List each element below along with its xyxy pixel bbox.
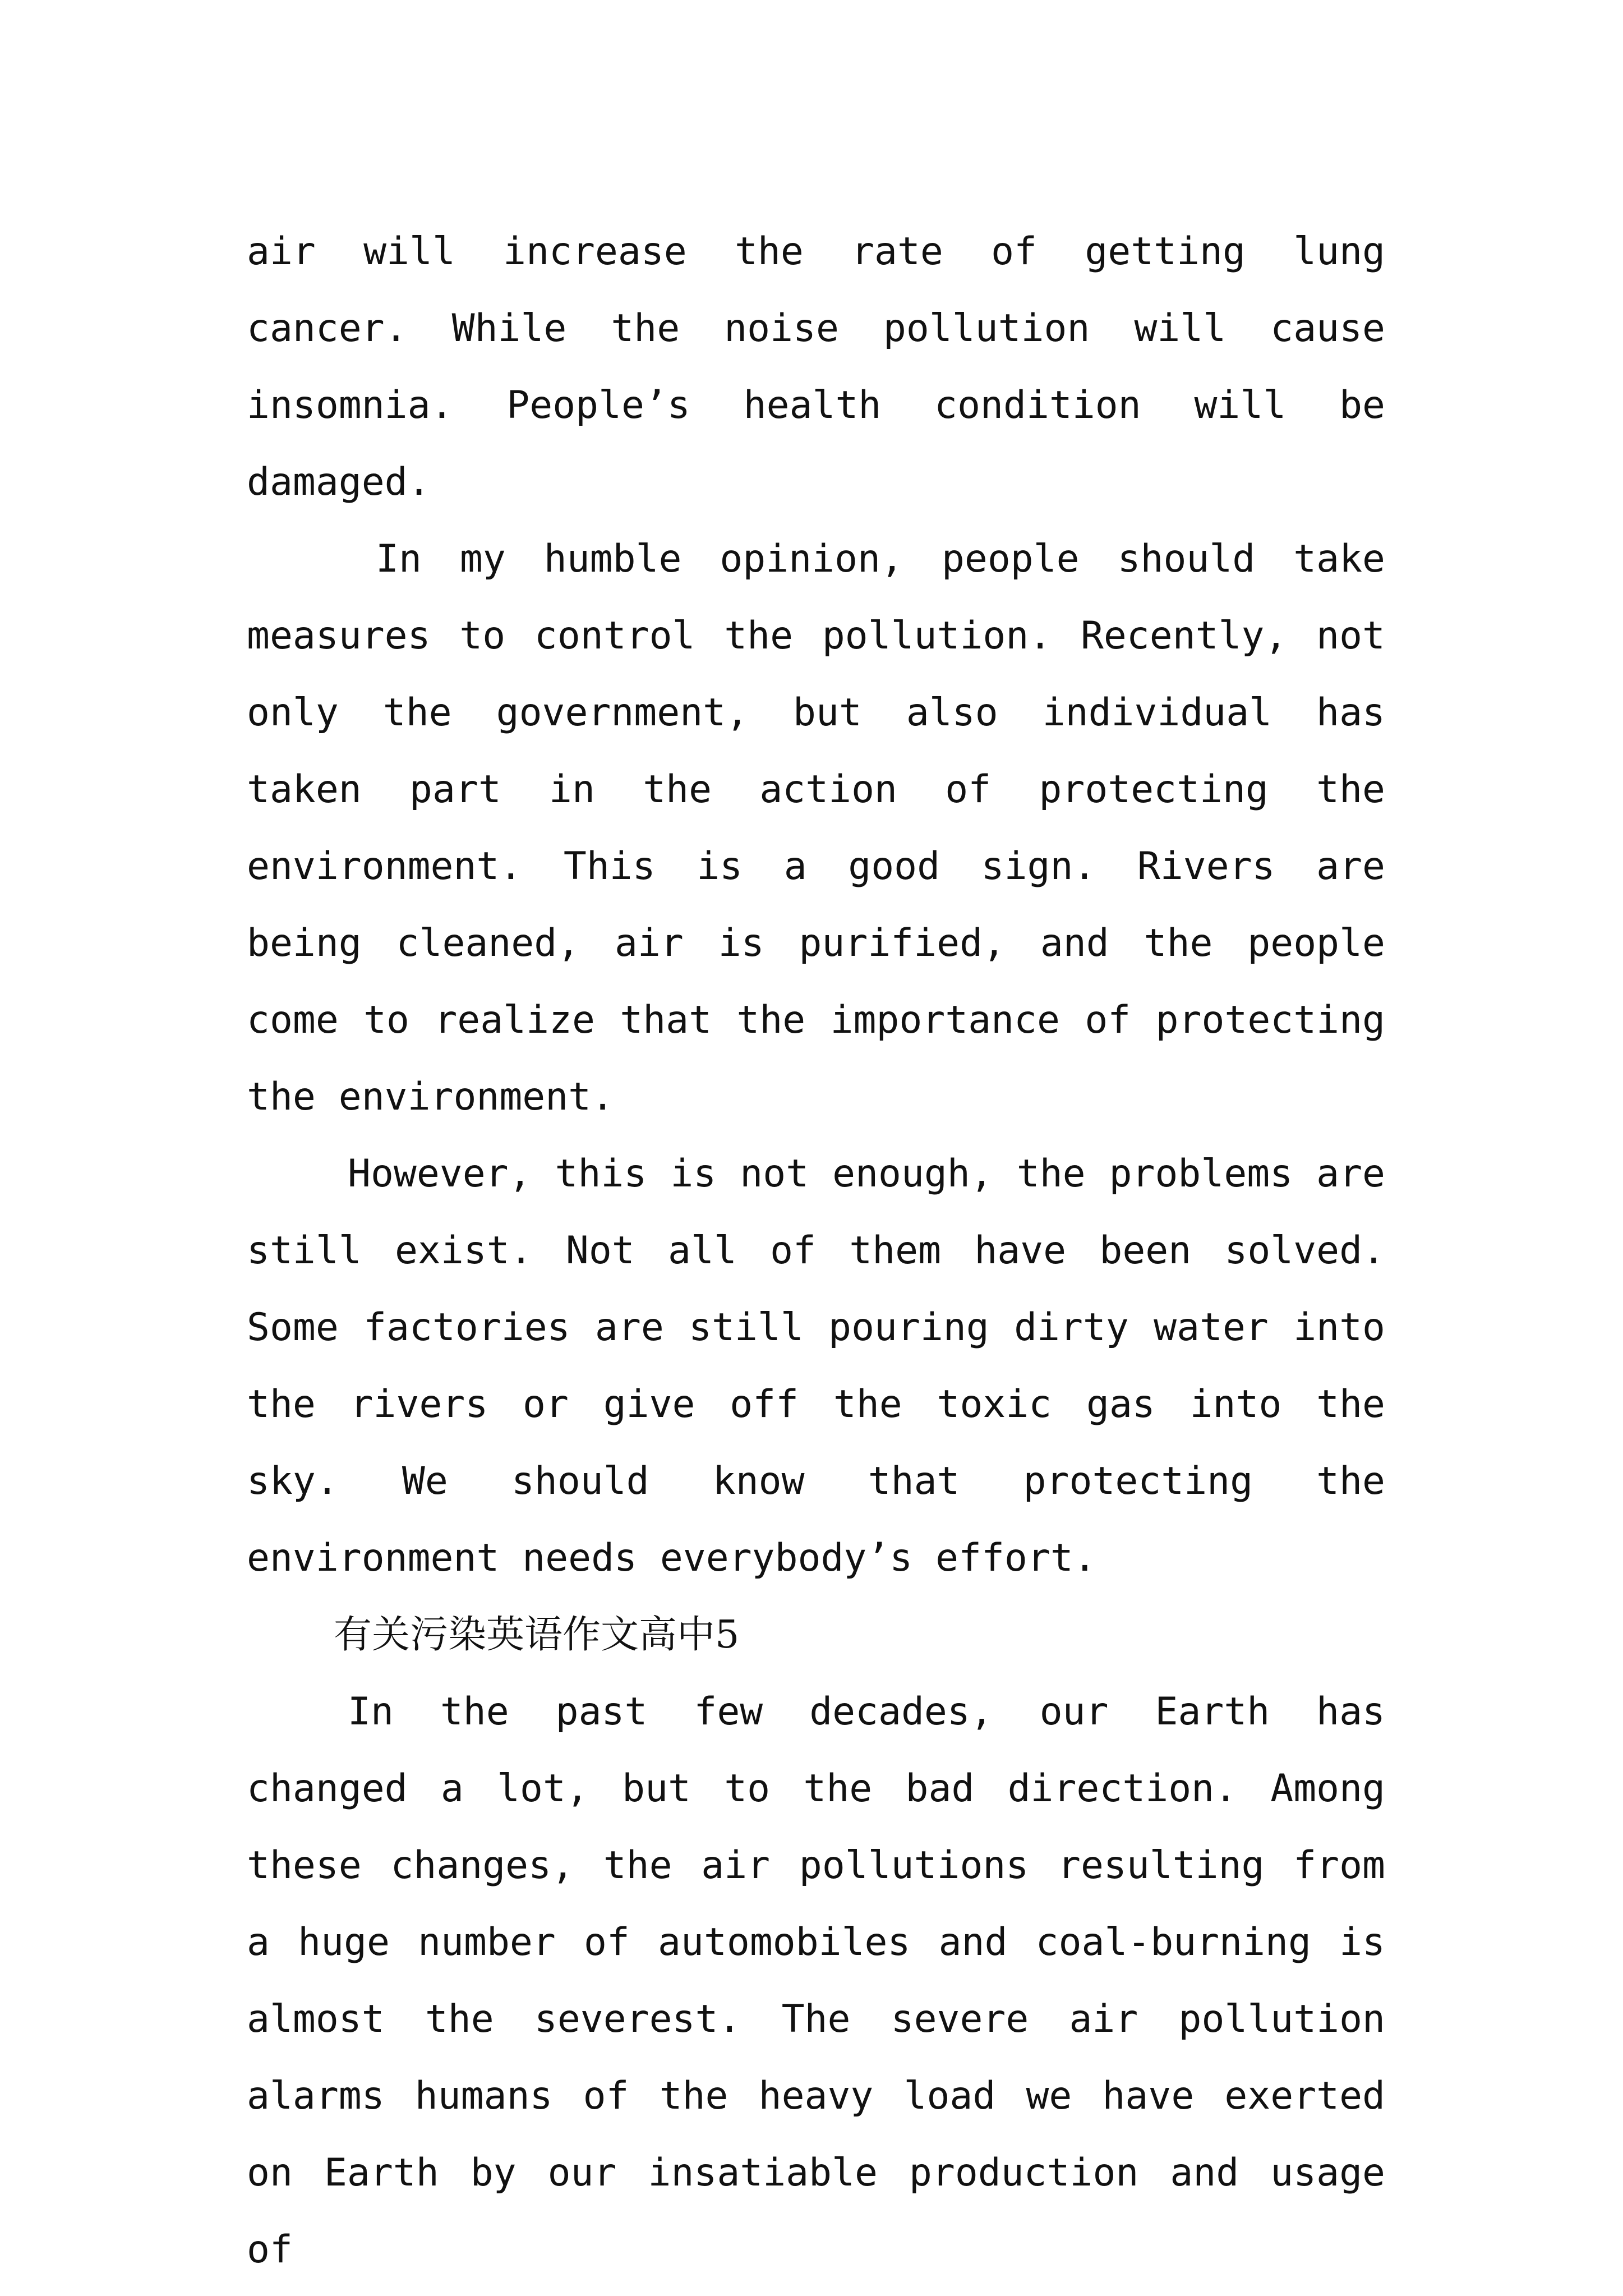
paragraph-humble-opinion: In my humble opinion, people should take measures to control the pollution. Recently, not only the government, but also individual has taken part in the action of protecting the environment. This is a good sign. Rivers are being cleaned, air is purified, and the people come to realize that the importance of protecting the environment. (247, 537, 1385, 1119)
paragraph-however: However, this is not enough, the problems are still exist. Not all of them have been solved. Some factories are still pouring dirty water into the rivers or give off the toxic gas into the sky. We should know that protecting the environment needs everybody’s effort. (247, 1152, 1385, 1580)
paragraph-health-effects: air will increase the rate of getting lung cancer. While the noise pollution will cause insomnia. People’s health condition will be damaged. (247, 229, 1385, 504)
section-heading: 有关污染英语作文高中5 (334, 1613, 740, 1657)
paragraph-past-decades: In the past few decades, our Earth has changed a lot, but to the bad direction. Among these changes, the air pollutions resulting from a huge number of automobiles and coal-burning is almost the severest. The severe air pollution alarms humans of the heavy load we have exerted on Earth by our insatiable production and usage of (247, 1690, 1385, 2272)
text-column (247, 213, 1385, 2288)
